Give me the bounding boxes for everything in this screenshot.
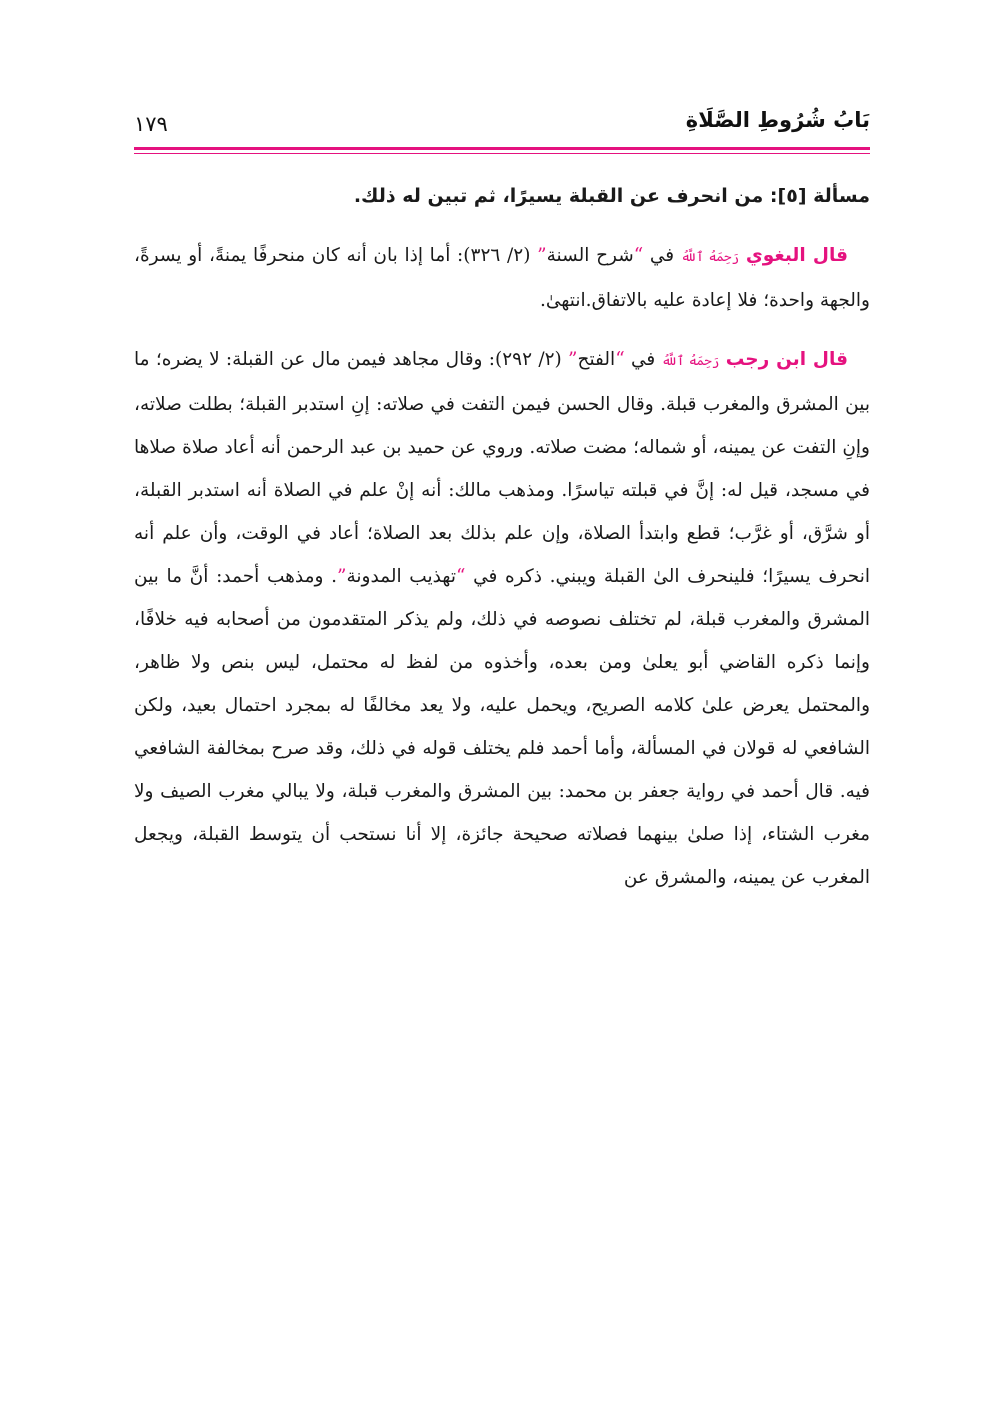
chapter-title: بَابُ شُرُوطِ الصَّلَاةِ: [685, 108, 870, 132]
paragraph-text: : أما إذا بان أنه كان منحرفًا يمنةً، أو يسرةً، والجهة واحدة؛ فلا إعادة عليه بالاتفاق.انتهىٰ.: [134, 245, 870, 311]
source-reference: (٢/ ٣٢٦): [463, 245, 531, 266]
paragraph-baghawi: [134, 234, 870, 322]
source-title: الفتح: [577, 349, 616, 370]
quote-close: ”: [336, 566, 347, 587]
honorific: رَحِمَهُ ٱللَّهُ: [680, 250, 740, 265]
issue-heading: [134, 178, 870, 214]
source-title: شرح السنة: [546, 245, 634, 266]
paragraph-ibn-rajab: [134, 338, 870, 899]
header-rule-thin: [134, 153, 870, 154]
issue-text: من انحرف عن القبلة يسيرًا، ثم تبين له ذلك.: [353, 185, 764, 207]
speaker-name: قال ابن رجب: [725, 349, 849, 370]
page-body: [134, 178, 870, 915]
speaker-name: قال البغوي: [745, 245, 849, 266]
preposition: في: [630, 349, 656, 370]
quote-open: “: [615, 349, 625, 370]
source-title-2: تهذيب المدونة: [346, 566, 456, 587]
paragraph-text-part2: . ومذهب أحمد: أنَّ ما بين المشرق والمغرب قبلة، لم تختلف نصوصه في ذلك، ولم يذكر المتقدمون من أصحابه فيه خلافًا، وإنما ذكره القاضي أبو يعلىٰ ومن بعده، وأخذوه من لفظ له محتمل، ليس بنص ولا ظاهر، والمحتمل يعرض علىٰ كلامه الصريح، ويحمل عليه، ولا يعد مخالفًا له بمجرد احتمال بعيد، ولكن الشافعي له قولان في المسألة، وأما أحمد فلم يختلف قوله في ذلك، وقد صرح بمخالفة الشافعي فيه. قال أحمد في رواية جعفر بن محمد: بين المشرق والمغرب قبلة، ولا يبالي مغرب الصيف ولا مغرب الشتاء، إذا صلىٰ بينهما فصلاته صحيحة جائزة، إلا أنا نستحب أن يتوسط القبلة، ويجعل المغرب عن يمينه، والمشرق عن: [134, 566, 870, 888]
preposition: في: [649, 245, 675, 266]
page-number: ١٧٩: [134, 112, 168, 136]
honorific: رَحِمَهُ ٱللَّهُ: [661, 354, 720, 369]
running-header: [134, 108, 870, 150]
quote-close: ”: [568, 349, 578, 370]
paragraph-text-part1: : وقال مجاهد فيمن مال عن القبلة: لا يضره؛ ما بين المشرق والمغرب قبلة. وقال الحسن فيمن التفت في صلاته: إنِ استدبر القبلة؛ بطلت صلاته، وإنِ التفت عن يمينه، أو شماله؛ مضت صلاته. وروي عن حميد بن عبد الرحمن أنه أعاد صلاة صلاها في مسجد، قيل له: إنَّ في قبلته تياسرًا. ومذهب مالك: أنه إنْ علم في الصلاة أنه استدبر القبلة، أو شرَّق، أو غرَّب؛ قطع وابتدأ الصلاة، وإن علم بذلك بعد الصلاة؛ أعاد في الوقت، وأن علم أنه انحرف يسيرًا؛ فلينحرف الىٰ القبلة ويبني. ذكره في: [134, 349, 870, 587]
quote-open: “: [455, 566, 466, 587]
header-rule-thick: [134, 147, 870, 150]
source-reference: (٢/ ٢٩٢): [495, 349, 562, 370]
issue-label: مسألة [٥]:: [769, 185, 870, 207]
quote-close: ”: [537, 245, 547, 266]
quote-open: “: [633, 245, 644, 266]
